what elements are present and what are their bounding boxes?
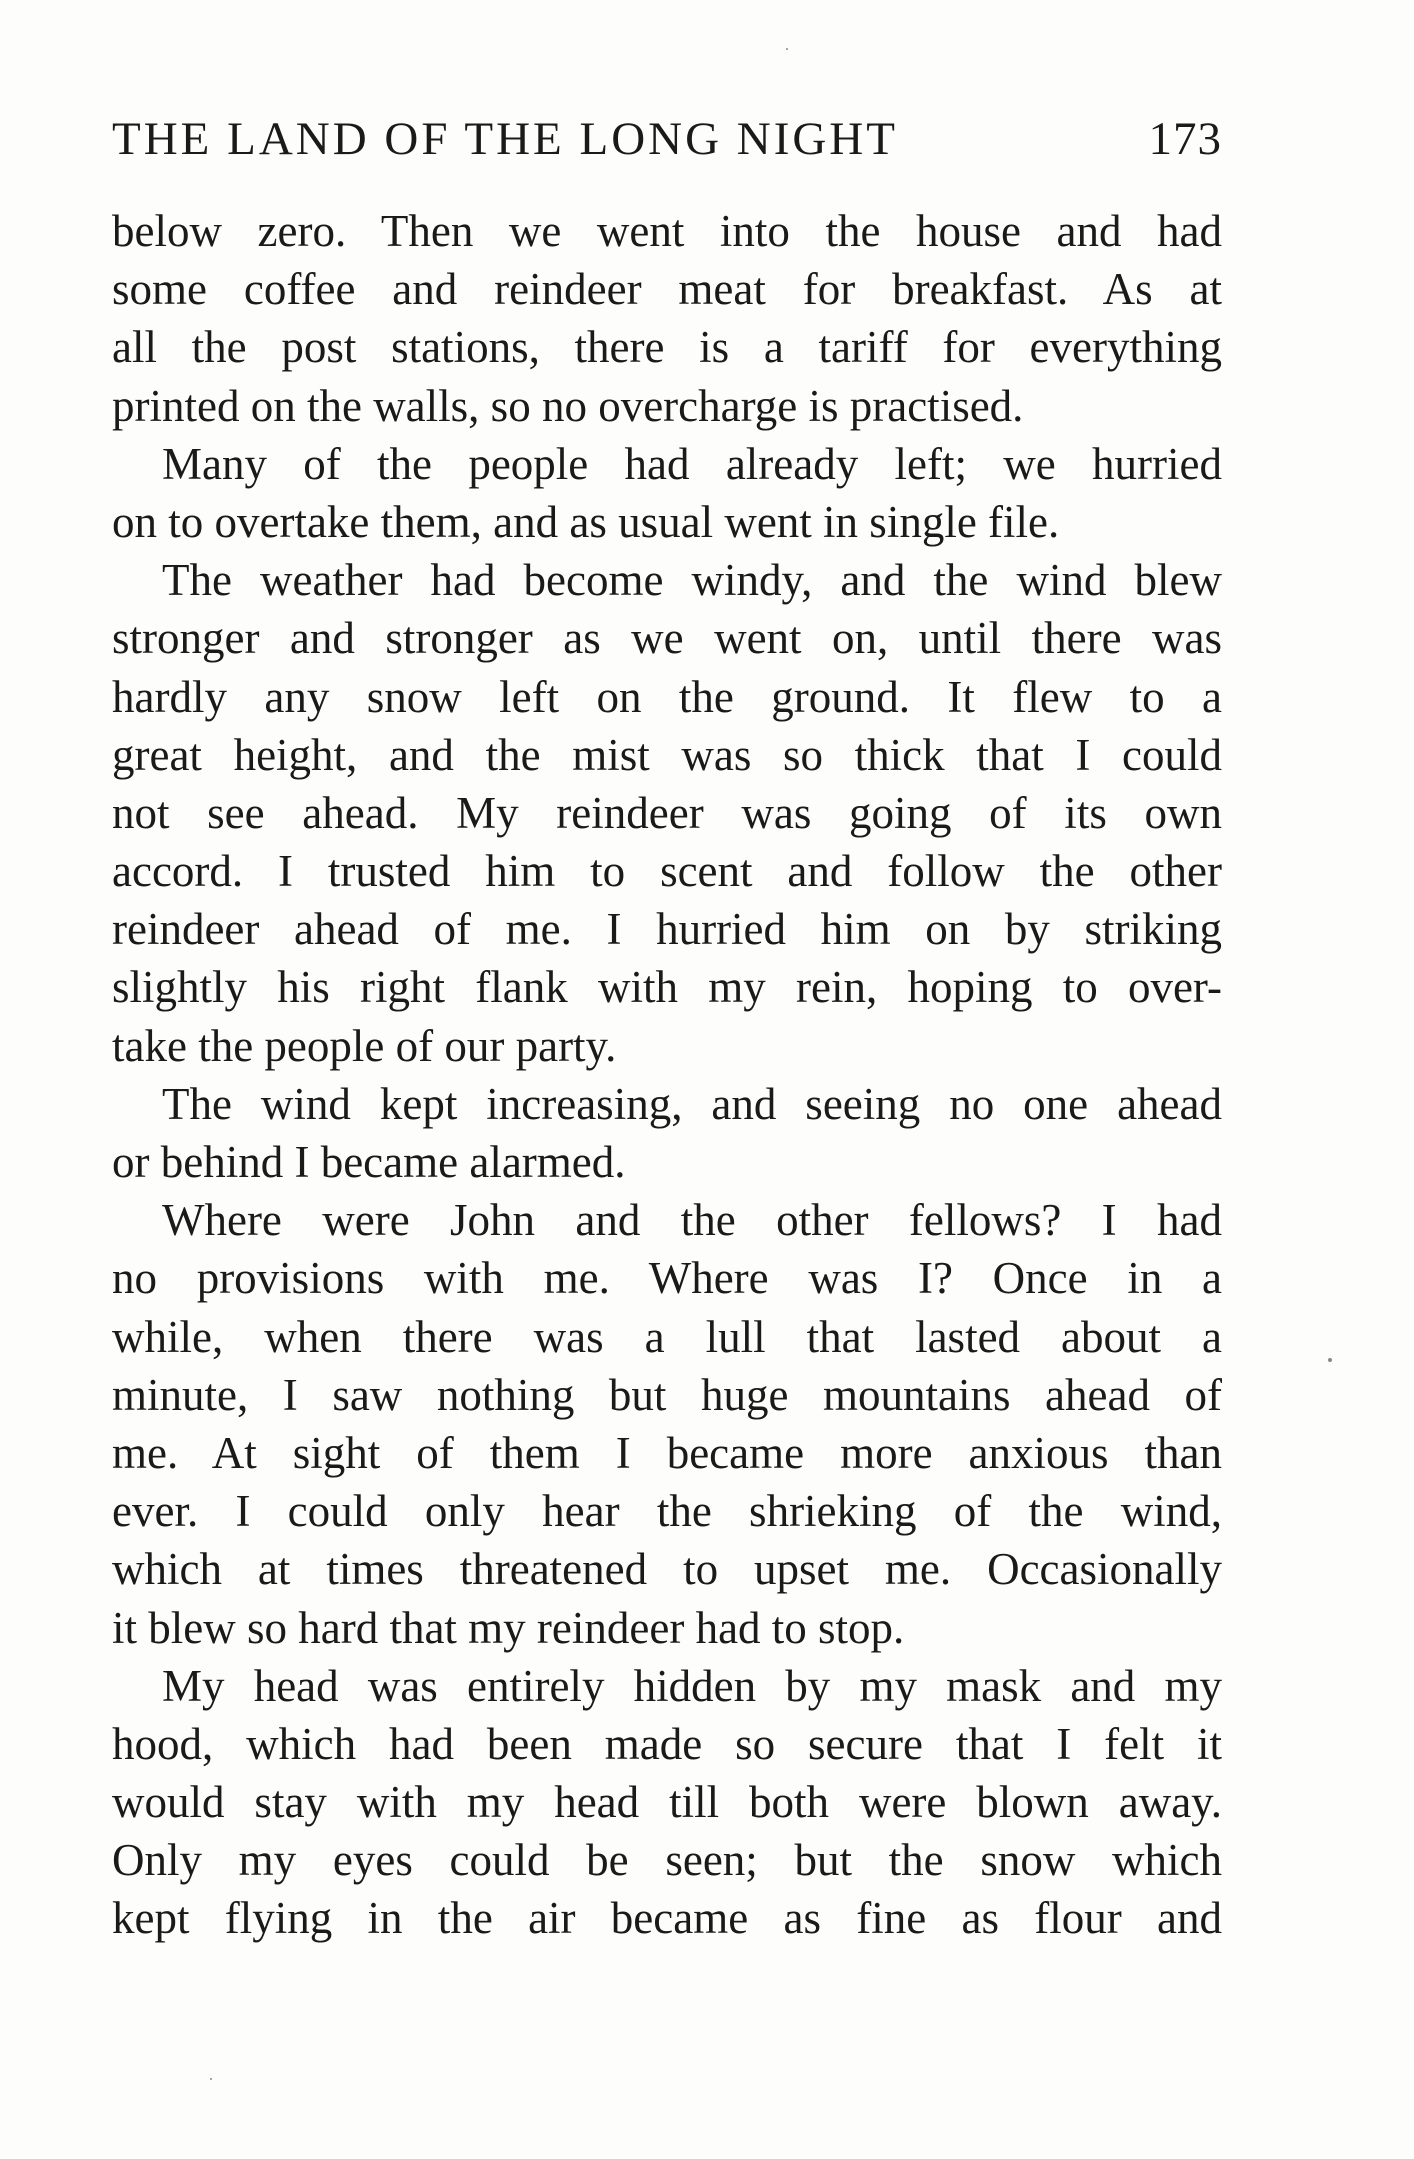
text-line: Many of the people had already left; we hurried: [162, 438, 1222, 489]
text-line: The weather had become windy, and the wind blew: [162, 555, 1222, 606]
text-line: printed on the walls, so no overcharge is practised.: [112, 380, 1024, 431]
text-line: it blew so hard that my reindeer had to stop.: [112, 1602, 905, 1653]
text-line: ever. I could only hear the shrieking of the wind,: [112, 1486, 1222, 1537]
text-line: not see ahead. My reindeer was going of its own: [112, 787, 1222, 838]
text-line: My head was entirely hidden by my mask and my: [162, 1660, 1222, 1711]
text-line: all the post stations, there is a tariff for everything: [112, 322, 1222, 373]
text-line: stronger and stronger as we went on, until there was: [112, 613, 1222, 664]
text-line: on to overtake them, and as usual went in single file.: [112, 496, 1060, 547]
text-line: kept flying in the air became as fine as flour and: [112, 1893, 1222, 1944]
page-number: 173: [1148, 113, 1222, 165]
body-text: [112, 202, 1222, 1948]
running-head: [112, 112, 1222, 182]
text-line: minute, I saw nothing but huge mountains ahead of: [112, 1369, 1222, 1420]
text-line: take the people of our party.: [112, 1020, 617, 1071]
text-line: or behind I became alarmed.: [112, 1137, 626, 1187]
text-line: Where were John and the other fellows? I had: [162, 1195, 1222, 1246]
text-line: below zero. Then we went into the house and had: [112, 206, 1222, 256]
text-line: hardly any snow left on the ground. It flew to a: [112, 671, 1222, 722]
text-line: some coffee and reindeer meat for breakfast. As at: [112, 264, 1222, 315]
text-line: The wind kept increasing, and seeing no one ahead: [162, 1078, 1222, 1129]
paper-speck: [210, 2078, 212, 2080]
text-line: reindeer ahead of me. I hurried him on by striking: [112, 904, 1222, 955]
text-line: slightly his right flank with my rein, hoping to over-: [112, 962, 1222, 1013]
chapter-title: THE LAND OF THE LONG NIGHT: [112, 113, 898, 165]
text-line: no provisions with me. Where was I? Once in a: [112, 1253, 1222, 1304]
text-line: while, when there was a lull that lasted about a: [112, 1311, 1222, 1362]
text-line: would stay with my head till both were blown away.: [112, 1777, 1222, 1828]
paper-speck: [1328, 1358, 1332, 1362]
text-line: which at times threatened to upset me. Occasionally: [112, 1544, 1222, 1595]
paper-speck: [786, 48, 788, 50]
text-line: great height, and the mist was so thick that I could: [112, 729, 1222, 780]
text-line: accord. I trusted him to scent and follow the other: [112, 846, 1222, 897]
text-line: Only my eyes could be seen; but the snow which: [112, 1835, 1222, 1886]
text-line: hood, which had been made so secure that I felt it: [112, 1718, 1222, 1769]
text-line: me. At sight of them I became more anxious than: [112, 1427, 1222, 1478]
